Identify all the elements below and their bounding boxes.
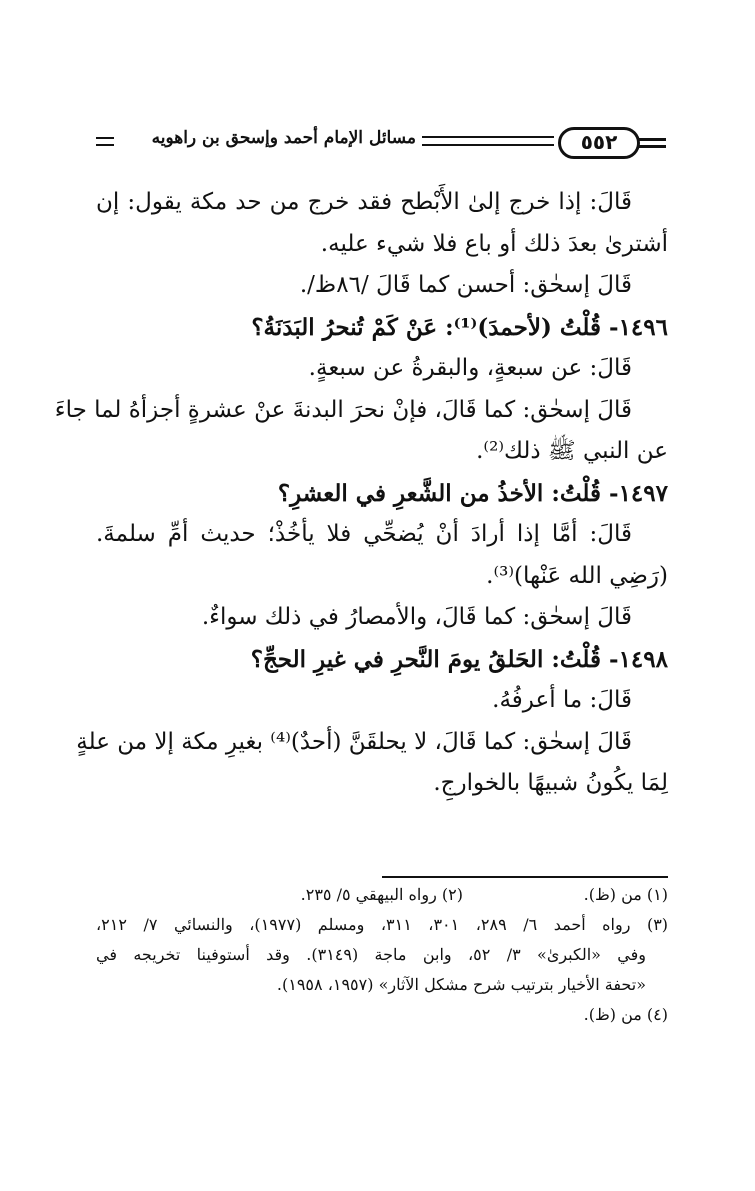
footnotes [96, 880, 668, 1030]
question-line-1498: ١٤٩٨- قُلْتُ: الحَلقُ يومَ النَّحرِ في غيرِ الحجِّ؟ [250, 645, 668, 673]
text-line: قَالَ إسحٰق: أحسن كما قَالَ /٨٦ظ/. [299, 272, 632, 298]
text-line: قَالَ: ما أعرفُهُ. [492, 687, 632, 713]
footnote-4: (٤) من (ظ). [583, 1005, 668, 1024]
text-line: قَالَ: أمَّا إذا أرادَ أنْ يُضحِّي فلا يأخُذْ؛ حديث أمِّ سلمةَ. [96, 521, 632, 547]
text-line: قَالَ: إذا خرج إلىٰ الأَبْطح فقد خرج من حد مكة يقول: إن [96, 189, 632, 215]
text-line: عن النبي ﷺ ذلك⁽²⁾. [476, 438, 668, 464]
page-number: ٥٥٢ [580, 130, 618, 154]
running-title: مسائل الإمام أحمد وإسحق بن راهويه [151, 128, 416, 148]
text-line: قَالَ إسحٰق: كما قَالَ، والأمصارُ في ذلك سواءٌ. [201, 604, 632, 630]
header-rule-left [96, 137, 114, 146]
text-line: قَالَ: عن سبعةٍ، والبقرةُ عن سبعةٍ. [308, 355, 632, 381]
text-line: أشترىٰ بعدَ ذلك أو باع فلا شيء عليه. [320, 230, 668, 257]
footnote-separator [382, 876, 668, 878]
header-rule-right [422, 136, 554, 146]
footnote-1: (١) من (ظ). [583, 885, 668, 904]
text-line: قَالَ إسحٰق: كما قَالَ، فإنْ نحرَ البدنةَ عنْ عشرةٍ أجزأهُ لما جاءَ [54, 396, 632, 423]
text-line: قَالَ إسحٰق: كما قَالَ، لا يحلقَنَّ (أحدٌ)⁽⁴⁾ بغيرِ مكة إلا من علةٍ [76, 728, 632, 755]
page-number-ornament [556, 127, 666, 161]
page-header [96, 124, 666, 164]
question-line-1496: ١٤٩٦- قُلْتُ (لأحمدَ)⁽¹⁾: عَنْ كَمْ تُنحرُ البَدَنَةُ؟ [251, 313, 668, 341]
footnote-row [96, 880, 668, 910]
footnote-3-cont: «تحفة الأخيار بترتيب شرح مشكل الآثار» (١٩٥٧، ١٩٥٨). [276, 975, 646, 994]
main-text [54, 182, 668, 805]
text-line: (رَضِي الله عَنْها)⁽³⁾. [486, 562, 668, 589]
footnote-2: (٢) رواه البيهقي ٥/ ٢٣٥. [300, 885, 463, 904]
text-line: لِمَا يكُونُ شبيهًا بالخوارجِ. [433, 770, 668, 796]
question-line-1497: ١٤٩٧- قُلْتُ: الأخذُ من الشَّعرِ في العشرِ؟ [277, 479, 668, 507]
footnote-3: (٣) رواه أحمد ٦/ ٢٨٩، ٣٠١، ٣١١، ومسلم (١٩٧٧)، والنسائي ٧/ ٢١٢، [96, 915, 669, 934]
footnote-3-cont: وفي «الكبرىٰ» ٣/ ٥٢، وابن ماجة (٣١٤٩). وقد أستوفينا تخريجه في [96, 945, 647, 964]
